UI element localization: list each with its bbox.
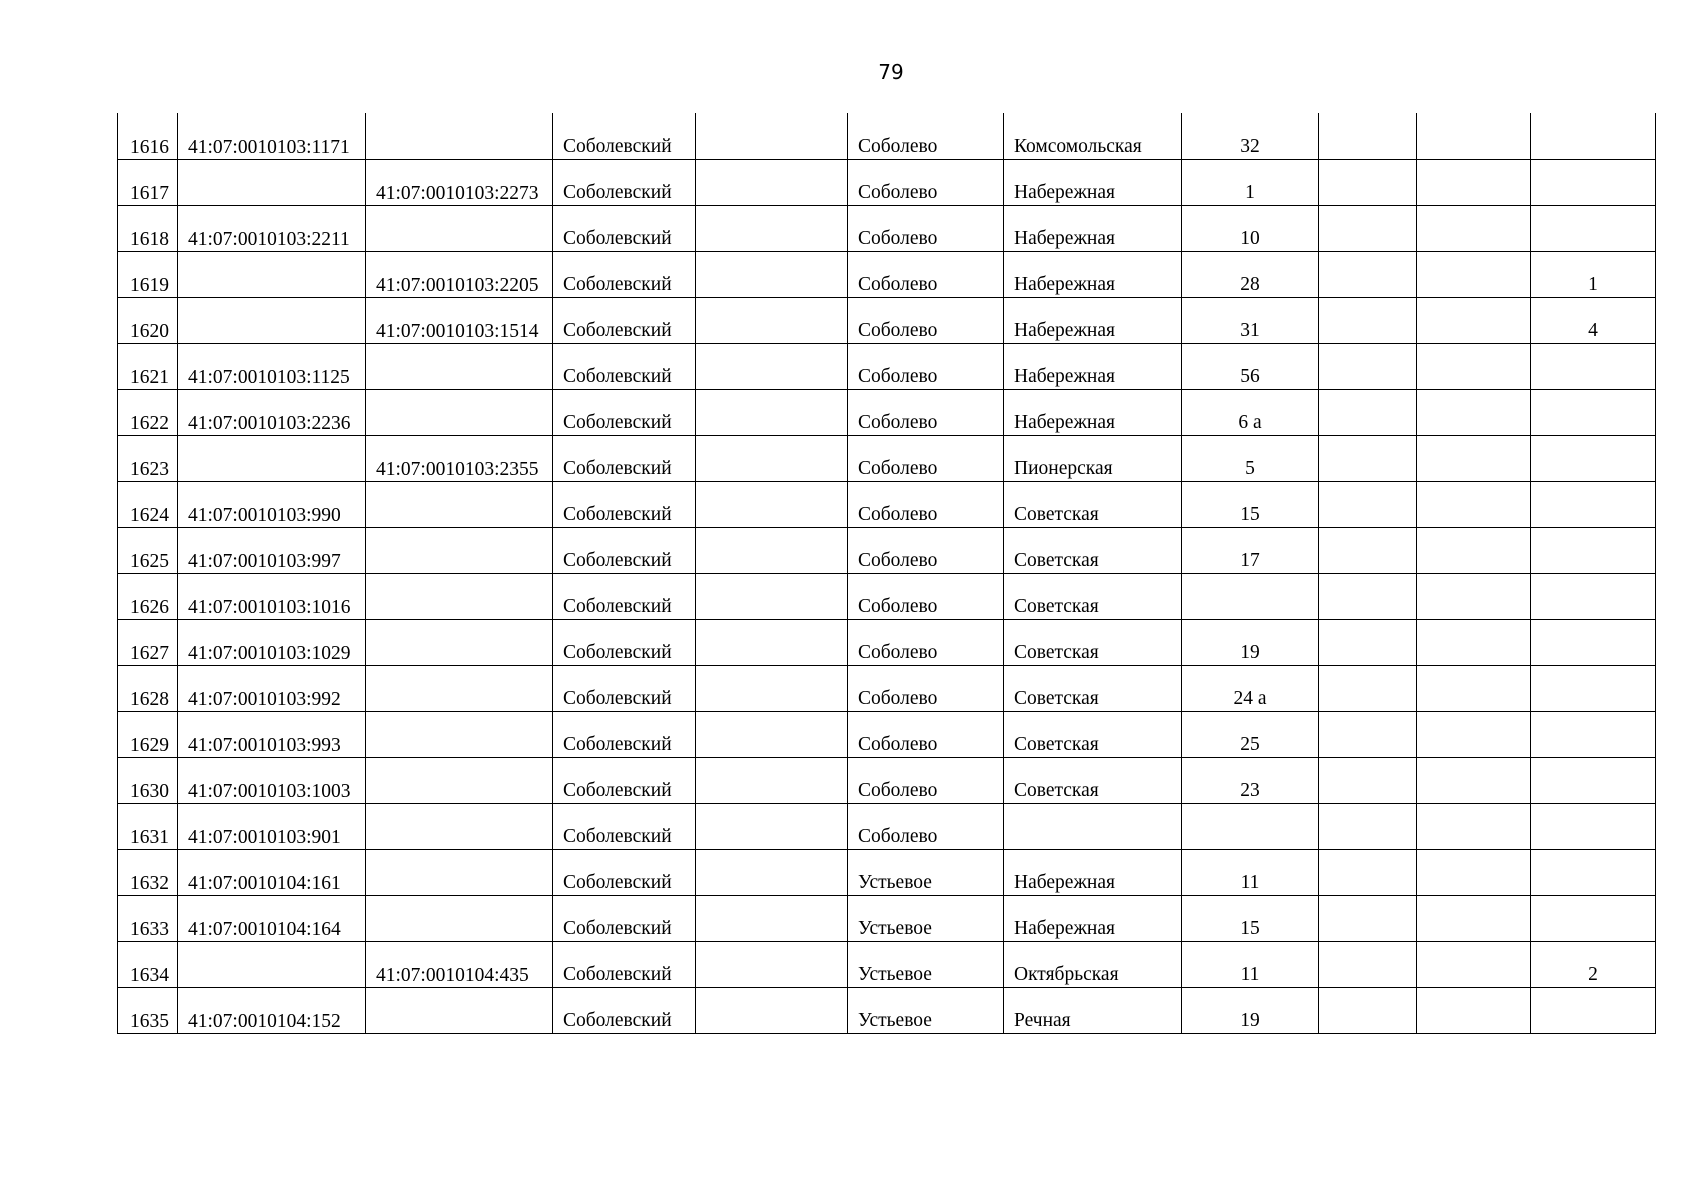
street-cell: Набережная — [1004, 251, 1182, 297]
table-row — [118, 251, 1656, 297]
empty-cell — [696, 159, 848, 205]
district-cell: Соболевский — [553, 527, 696, 573]
district-cell: Соболевский — [553, 987, 696, 1033]
street-cell: Советская — [1004, 481, 1182, 527]
house-number-cell: 10 — [1182, 205, 1319, 251]
empty-cell — [696, 297, 848, 343]
locality-cell: Соболево — [848, 435, 1004, 481]
count-cell — [1531, 665, 1656, 711]
empty-cell — [696, 481, 848, 527]
cadastral-number-cell: 41:07:0010103:993 — [178, 711, 366, 757]
empty-cell — [696, 665, 848, 711]
empty-cell — [1417, 711, 1531, 757]
empty-cell — [696, 803, 848, 849]
empty-cell — [1417, 941, 1531, 987]
street-cell: Советская — [1004, 757, 1182, 803]
empty-cell — [1417, 757, 1531, 803]
empty-cell — [1417, 665, 1531, 711]
house-number-cell: 1 — [1182, 159, 1319, 205]
street-cell: Советская — [1004, 665, 1182, 711]
table-row — [118, 895, 1656, 941]
empty-cell — [696, 251, 848, 297]
locality-cell: Устьевое — [848, 941, 1004, 987]
count-cell — [1531, 573, 1656, 619]
cadastral-number-cell: 41:07:0010103:992 — [178, 665, 366, 711]
empty-cell — [1417, 527, 1531, 573]
row-number-cell: 1629 — [118, 711, 178, 757]
house-number-cell: 11 — [1182, 941, 1319, 987]
row-number-cell: 1622 — [118, 389, 178, 435]
locality-cell: Устьевое — [848, 849, 1004, 895]
cadastral-number-cell — [178, 159, 366, 205]
house-number-cell: 5 — [1182, 435, 1319, 481]
table-row — [118, 849, 1656, 895]
cadastral-number-alt-cell — [366, 895, 553, 941]
cadastral-number-cell — [178, 941, 366, 987]
count-cell — [1531, 435, 1656, 481]
count-cell — [1531, 527, 1656, 573]
locality-cell: Соболево — [848, 297, 1004, 343]
cadastral-number-alt-cell — [366, 481, 553, 527]
table-row — [118, 987, 1656, 1033]
cadastral-number-alt-cell — [366, 987, 553, 1033]
locality-cell: Соболево — [848, 803, 1004, 849]
empty-cell — [696, 205, 848, 251]
row-number-cell: 1628 — [118, 665, 178, 711]
district-cell: Соболевский — [553, 113, 696, 159]
district-cell: Соболевский — [553, 665, 696, 711]
count-cell — [1531, 159, 1656, 205]
house-number-cell: 31 — [1182, 297, 1319, 343]
row-number-cell: 1633 — [118, 895, 178, 941]
empty-cell — [1417, 343, 1531, 389]
empty-cell — [696, 343, 848, 389]
cadastral-number-alt-cell: 41:07:0010103:2205 — [366, 251, 553, 297]
empty-cell — [1319, 481, 1417, 527]
table-row — [118, 757, 1656, 803]
street-cell: Октябрьская — [1004, 941, 1182, 987]
empty-cell — [1417, 895, 1531, 941]
house-number-cell: 17 — [1182, 527, 1319, 573]
street-cell: Набережная — [1004, 895, 1182, 941]
street-cell: Речная — [1004, 987, 1182, 1033]
district-cell: Соболевский — [553, 711, 696, 757]
empty-cell — [1319, 343, 1417, 389]
locality-cell: Соболево — [848, 159, 1004, 205]
empty-cell — [696, 849, 848, 895]
locality-cell: Соболево — [848, 251, 1004, 297]
district-cell: Соболевский — [553, 435, 696, 481]
cadastral-number-cell: 41:07:0010103:1125 — [178, 343, 366, 389]
empty-cell — [696, 435, 848, 481]
page-number: 79 — [878, 60, 904, 84]
cadastral-number-alt-cell — [366, 205, 553, 251]
cadastral-number-alt-cell: 41:07:0010103:2273 — [366, 159, 553, 205]
empty-cell — [1319, 665, 1417, 711]
empty-cell — [1417, 205, 1531, 251]
cadastral-number-cell: 41:07:0010103:1003 — [178, 757, 366, 803]
empty-cell — [696, 619, 848, 665]
count-cell — [1531, 343, 1656, 389]
locality-cell: Соболево — [848, 113, 1004, 159]
table-row — [118, 205, 1656, 251]
empty-cell — [696, 389, 848, 435]
street-cell: Советская — [1004, 711, 1182, 757]
count-cell — [1531, 849, 1656, 895]
district-cell: Соболевский — [553, 573, 696, 619]
empty-cell — [1417, 389, 1531, 435]
street-cell: Советская — [1004, 527, 1182, 573]
cadastral-number-cell: 41:07:0010103:2211 — [178, 205, 366, 251]
cadastral-number-alt-cell — [366, 619, 553, 665]
cadastral-number-alt-cell: 41:07:0010103:2355 — [366, 435, 553, 481]
cadastral-number-cell: 41:07:0010103:1171 — [178, 113, 366, 159]
empty-cell — [1319, 113, 1417, 159]
count-cell: 1 — [1531, 251, 1656, 297]
district-cell: Соболевский — [553, 159, 696, 205]
cadastral-number-cell: 41:07:0010103:1029 — [178, 619, 366, 665]
empty-cell — [1417, 619, 1531, 665]
street-cell: Советская — [1004, 619, 1182, 665]
cadastral-number-cell: 41:07:0010103:1016 — [178, 573, 366, 619]
district-cell: Соболевский — [553, 481, 696, 527]
cadastral-number-cell: 41:07:0010104:152 — [178, 987, 366, 1033]
table-row — [118, 343, 1656, 389]
street-cell: Набережная — [1004, 205, 1182, 251]
house-number-cell: 56 — [1182, 343, 1319, 389]
cadastral-number-cell — [178, 297, 366, 343]
empty-cell — [1319, 159, 1417, 205]
empty-cell — [1319, 757, 1417, 803]
district-cell: Соболевский — [553, 757, 696, 803]
empty-cell — [1319, 941, 1417, 987]
empty-cell — [1319, 895, 1417, 941]
count-cell — [1531, 711, 1656, 757]
street-cell: Пионерская — [1004, 435, 1182, 481]
district-cell: Соболевский — [553, 343, 696, 389]
table-row — [118, 297, 1656, 343]
table-row — [118, 941, 1656, 987]
empty-cell — [696, 987, 848, 1033]
count-cell: 4 — [1531, 297, 1656, 343]
cadastral-number-cell: 41:07:0010103:2236 — [178, 389, 366, 435]
row-number-cell: 1630 — [118, 757, 178, 803]
cadastral-number-alt-cell — [366, 573, 553, 619]
count-cell: 2 — [1531, 941, 1656, 987]
empty-cell — [1319, 527, 1417, 573]
house-number-cell — [1182, 803, 1319, 849]
cadastral-number-alt-cell — [366, 803, 553, 849]
cadastral-number-alt-cell — [366, 711, 553, 757]
empty-cell — [696, 941, 848, 987]
house-number-cell — [1182, 573, 1319, 619]
table-row — [118, 527, 1656, 573]
district-cell: Соболевский — [553, 205, 696, 251]
house-number-cell: 11 — [1182, 849, 1319, 895]
house-number-cell: 15 — [1182, 481, 1319, 527]
count-cell — [1531, 803, 1656, 849]
row-number-cell: 1626 — [118, 573, 178, 619]
empty-cell — [1417, 573, 1531, 619]
empty-cell — [696, 113, 848, 159]
table-row — [118, 573, 1656, 619]
table-row — [118, 113, 1656, 159]
empty-cell — [696, 527, 848, 573]
count-cell — [1531, 619, 1656, 665]
row-number-cell: 1617 — [118, 159, 178, 205]
empty-cell — [1319, 803, 1417, 849]
street-cell: Набережная — [1004, 849, 1182, 895]
table-row — [118, 665, 1656, 711]
count-cell — [1531, 205, 1656, 251]
cadastral-number-alt-cell — [366, 527, 553, 573]
house-number-cell: 24 а — [1182, 665, 1319, 711]
district-cell: Соболевский — [553, 895, 696, 941]
cadastral-number-cell: 41:07:0010104:164 — [178, 895, 366, 941]
row-number-cell: 1635 — [118, 987, 178, 1033]
table-row — [118, 159, 1656, 205]
cadastral-number-cell — [178, 251, 366, 297]
empty-cell — [1319, 573, 1417, 619]
house-number-cell: 19 — [1182, 619, 1319, 665]
row-number-cell: 1616 — [118, 113, 178, 159]
empty-cell — [696, 895, 848, 941]
empty-cell — [1319, 205, 1417, 251]
cadastral-number-cell: 41:07:0010103:901 — [178, 803, 366, 849]
locality-cell: Соболево — [848, 481, 1004, 527]
cadastral-number-alt-cell: 41:07:0010104:435 — [366, 941, 553, 987]
cadastral-number-alt-cell — [366, 389, 553, 435]
street-cell — [1004, 803, 1182, 849]
empty-cell — [1319, 435, 1417, 481]
empty-cell — [1417, 435, 1531, 481]
house-number-cell: 6 а — [1182, 389, 1319, 435]
empty-cell — [1417, 987, 1531, 1033]
street-cell: Набережная — [1004, 343, 1182, 389]
empty-cell — [696, 573, 848, 619]
district-cell: Соболевский — [553, 389, 696, 435]
row-number-cell: 1634 — [118, 941, 178, 987]
empty-cell — [1319, 297, 1417, 343]
street-cell: Советская — [1004, 573, 1182, 619]
empty-cell — [1319, 987, 1417, 1033]
table-row — [118, 481, 1656, 527]
district-cell: Соболевский — [553, 251, 696, 297]
house-number-cell: 32 — [1182, 113, 1319, 159]
table-row — [118, 711, 1656, 757]
empty-cell — [1417, 849, 1531, 895]
table-row — [118, 435, 1656, 481]
cadastral-number-alt-cell: 41:07:0010103:1514 — [366, 297, 553, 343]
street-cell: Набережная — [1004, 389, 1182, 435]
street-cell: Набережная — [1004, 159, 1182, 205]
empty-cell — [696, 711, 848, 757]
row-number-cell: 1618 — [118, 205, 178, 251]
district-cell: Соболевский — [553, 297, 696, 343]
cadastral-number-cell: 41:07:0010103:997 — [178, 527, 366, 573]
row-number-cell: 1624 — [118, 481, 178, 527]
locality-cell: Соболево — [848, 757, 1004, 803]
locality-cell: Соболево — [848, 573, 1004, 619]
table-row — [118, 803, 1656, 849]
cadastral-number-alt-cell — [366, 343, 553, 389]
locality-cell: Соболево — [848, 711, 1004, 757]
locality-cell: Соболево — [848, 343, 1004, 389]
house-number-cell: 25 — [1182, 711, 1319, 757]
district-cell: Соболевский — [553, 849, 696, 895]
empty-cell — [1417, 297, 1531, 343]
house-number-cell: 23 — [1182, 757, 1319, 803]
district-cell: Соболевский — [553, 803, 696, 849]
count-cell — [1531, 895, 1656, 941]
house-number-cell: 28 — [1182, 251, 1319, 297]
row-number-cell: 1620 — [118, 297, 178, 343]
row-number-cell: 1625 — [118, 527, 178, 573]
locality-cell: Устьевое — [848, 987, 1004, 1033]
row-number-cell: 1632 — [118, 849, 178, 895]
row-number-cell: 1631 — [118, 803, 178, 849]
house-number-cell: 19 — [1182, 987, 1319, 1033]
empty-cell — [1319, 251, 1417, 297]
table-row — [118, 619, 1656, 665]
street-cell: Набережная — [1004, 297, 1182, 343]
locality-cell: Соболево — [848, 527, 1004, 573]
empty-cell — [1417, 159, 1531, 205]
house-number-cell: 15 — [1182, 895, 1319, 941]
cadastral-number-alt-cell — [366, 665, 553, 711]
cadastral-number-cell: 41:07:0010103:990 — [178, 481, 366, 527]
cadastral-number-alt-cell — [366, 113, 553, 159]
cadastral-number-cell: 41:07:0010104:161 — [178, 849, 366, 895]
empty-cell — [1319, 389, 1417, 435]
registry-body — [118, 113, 1656, 1033]
empty-cell — [1417, 251, 1531, 297]
row-number-cell: 1627 — [118, 619, 178, 665]
count-cell — [1531, 987, 1656, 1033]
row-number-cell: 1621 — [118, 343, 178, 389]
registry-table — [117, 113, 1656, 1034]
district-cell: Соболевский — [553, 941, 696, 987]
count-cell — [1531, 389, 1656, 435]
empty-cell — [1417, 113, 1531, 159]
street-cell: Комсомольская — [1004, 113, 1182, 159]
row-number-cell: 1623 — [118, 435, 178, 481]
locality-cell: Соболево — [848, 665, 1004, 711]
table-row — [118, 389, 1656, 435]
locality-cell: Соболево — [848, 205, 1004, 251]
cadastral-number-alt-cell — [366, 757, 553, 803]
empty-cell — [1319, 849, 1417, 895]
empty-cell — [696, 757, 848, 803]
locality-cell: Соболево — [848, 389, 1004, 435]
count-cell — [1531, 113, 1656, 159]
count-cell — [1531, 757, 1656, 803]
cadastral-number-alt-cell — [366, 849, 553, 895]
locality-cell: Соболево — [848, 619, 1004, 665]
district-cell: Соболевский — [553, 619, 696, 665]
cadastral-number-cell — [178, 435, 366, 481]
count-cell — [1531, 481, 1656, 527]
row-number-cell: 1619 — [118, 251, 178, 297]
empty-cell — [1417, 481, 1531, 527]
empty-cell — [1417, 803, 1531, 849]
empty-cell — [1319, 619, 1417, 665]
empty-cell — [1319, 711, 1417, 757]
locality-cell: Устьевое — [848, 895, 1004, 941]
